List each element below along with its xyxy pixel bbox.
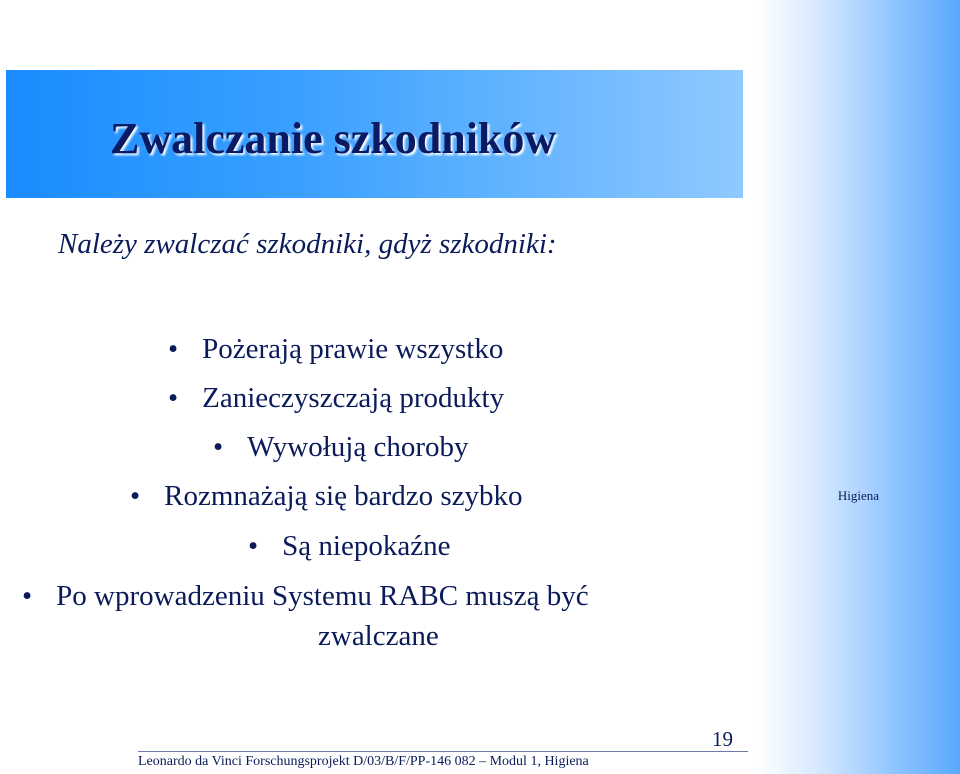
- bullet-item: [22, 580, 589, 613]
- footer-divider: [138, 751, 748, 752]
- bullet-symbol: •: [22, 580, 33, 612]
- side-label: Higiena: [837, 488, 880, 503]
- bullet-item: [168, 333, 503, 366]
- bullet-text: Pożerają prawie wszystko: [202, 333, 504, 365]
- bullet-symbol: •: [168, 382, 179, 414]
- page-number: 19: [712, 727, 733, 751]
- bullet-item: [130, 480, 523, 513]
- bullet-text: Zanieczyszczają produkty: [202, 382, 505, 414]
- bullet-item: [168, 382, 504, 415]
- bullet-text: Wywołują choroby: [247, 431, 469, 463]
- bullet-text: Po wprowadzeniu Systemu RABC muszą być: [56, 580, 589, 612]
- intro-text: Należy zwalczać szkodniki, gdyż szkodniki:: [58, 228, 557, 260]
- bullet-item: [248, 530, 450, 563]
- footer-text: Leonardo da Vinci Forschungsprojekt D/03/B/F/PP-146 082 – Modul 1, Higiena: [138, 754, 589, 769]
- bullet-symbol: •: [213, 431, 224, 463]
- bullet-item: [213, 431, 469, 464]
- slide-title: Zwalczanie szkodników: [110, 114, 557, 163]
- bullet-text: Rozmnażają się bardzo szybko: [164, 480, 523, 512]
- bullet-continuation: [318, 620, 439, 653]
- bullet-text: Są niepokaźne: [282, 530, 451, 562]
- bullet-text: zwalczane: [318, 620, 439, 652]
- bullet-symbol: •: [168, 333, 179, 365]
- bullet-symbol: •: [130, 480, 141, 512]
- side-panel: [757, 0, 960, 774]
- bullet-symbol: •: [248, 530, 259, 562]
